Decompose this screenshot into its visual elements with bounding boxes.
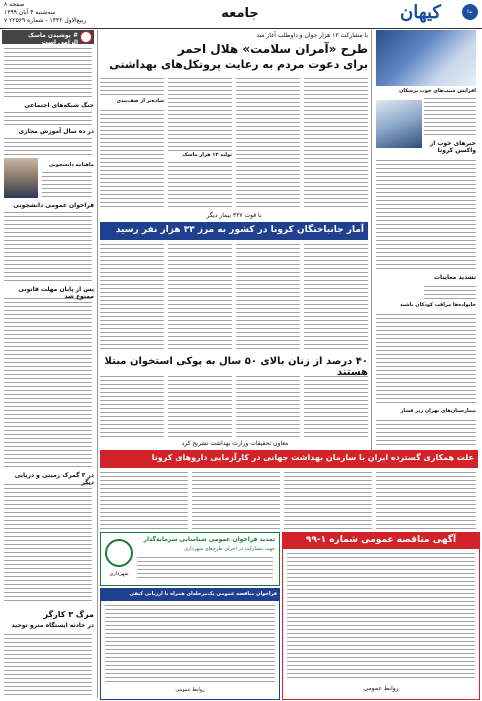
brand-badge: ندا [462, 4, 478, 20]
vaccine-photo [376, 30, 476, 86]
red-kicker: معاون تحقیقات وزارت بهداشت تشریح کرد [181, 440, 289, 447]
left-heading-metro: در حادثه ایستگاه مترو توحید [11, 622, 94, 629]
mask-banner: # پوشیدن ماسک الزامی است [2, 30, 94, 44]
covid-note: با فوت ۳۳۷ بیمار دیگر [206, 212, 262, 219]
right-heading-hospitals: بیمارستان‌های تهران زیر فشار [400, 408, 476, 414]
left-column [0, 30, 96, 701]
header-divider [0, 28, 482, 29]
photo-caption: افزایش شیب‌های خوب پزشکان [399, 88, 476, 94]
right-column [372, 30, 480, 450]
tender-title: آگهی مناقصه عمومی شماره ۱-۹۹ [305, 535, 457, 545]
covid-headline-bar: آمار جانباختگان کرونا در کشور به مرز ۳۳ هزار نفر رسید [100, 222, 368, 240]
ad-investor: تمدید فراخوان عمومی شناسایی سرمایه‌گذار جهت مشارکت در اجرای طرح‌های شهرداری شهرداری [100, 532, 280, 586]
section-title: جامعه [221, 6, 259, 21]
issue-date: سه‌شنبه ۴ آبان ۱۳۹۹ [4, 9, 56, 16]
mask-icon [80, 31, 92, 43]
ad-tender-main: آگهی مناقصه عمومی شماره ۱-۹۹ روابط عمومی [282, 532, 480, 700]
left-heading-customs: در ۳ گمرک زمینی و دریایی دیگر [14, 472, 94, 486]
page-header [0, 0, 482, 30]
right-heading-checks: تشدید معاینات [434, 274, 476, 281]
brand-logo: کیهان [400, 2, 442, 23]
red-headline-bar: علت همکاری گسترده ایران با سازمان بهداشت جهانی در کارآزمایی داروهای کرونا [100, 450, 478, 468]
portrait-photo [4, 158, 38, 198]
left-heading-social: جنگ شبکه‌های اجتماعی [24, 102, 94, 109]
municipality-logo [105, 539, 133, 567]
ad-tender-quality: فراخوان مناقصه عمومی یک‌مرحله‌ای همراه با ارزیابی کیفی روابط عمومی [100, 588, 280, 700]
main-headline-2: برای دعوت مردم به رعایت پروتکل‌های بهداشتی [109, 58, 368, 71]
women-headline: ۴۰ درصد از زنان بالای ۵۰ سال به پوکی استخوان مبتلا هستند [104, 356, 368, 378]
mid-heading-2: تولید ۱۳ هزار ماسک [168, 152, 232, 161]
lab-photo [376, 100, 422, 148]
issue-number: ۷ ربیع‌الاول ۱۴۴۲ - شماره ۲۲۵۶۹ [4, 17, 87, 24]
main-headline-1: طرح «آمران سلامت» هلال احمر [177, 42, 368, 56]
left-heading-call: فراخوان عمومی دانشجویی [13, 202, 94, 209]
page-number: صفحه ۸ [4, 1, 25, 8]
right-heading-children: خانواده‌ها مراقب کودکان باشند [399, 302, 476, 308]
left-heading-magazine: ماهنامه دانشجویی [48, 162, 94, 168]
left-heading-virtual: در ده سال آموزش مجازی [18, 128, 94, 135]
left-heading-workers: مرگ ۳ کارگر [43, 610, 94, 619]
right-heading-vaccine: خبرهای خوب از واکسن کرونا [429, 140, 476, 154]
left-heading-banned: پس از پایان مهلت قانونی ممنوع شد [18, 286, 94, 300]
main-kicker: با مشارکت ۱۳ هزار جوان و داوطلب آغاز شد [256, 32, 368, 39]
mid-heading-1: ساده‌تر از صف‌بندی [100, 98, 164, 107]
